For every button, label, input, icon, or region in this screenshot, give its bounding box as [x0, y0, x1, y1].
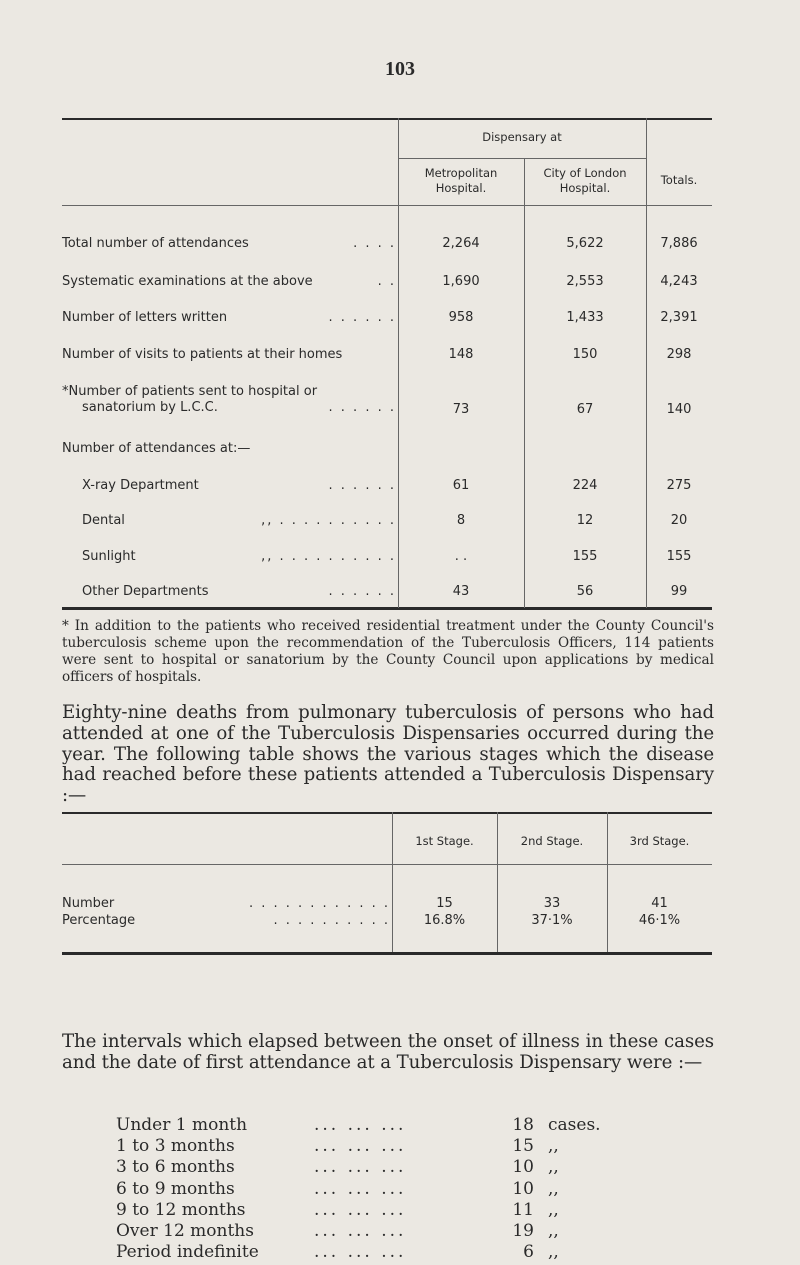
cell-metropolitan: . . [454, 549, 468, 564]
footnote: * In addition to the patients who received residential treatment under the County Council's tuberculosis scheme upon the recommendation of the Tuberculosis Officers, 114 patients were sent to hospital or sanatorium by the County Council upon applications by medical officers of hospitals. [62, 618, 714, 685]
row-label: Systematic examinations at the above . . [62, 274, 396, 289]
list-item [116, 1157, 656, 1178]
list-item [116, 1221, 656, 1242]
column-divider [497, 812, 498, 952]
cell-stage-1: 16.8% [423, 913, 466, 928]
column-header-stage-3: 3rd Stage. [629, 834, 690, 848]
interval-count: 6 [523, 1242, 534, 1263]
row-label: Total number of attendances . . . . [62, 236, 396, 251]
paragraph-deaths: Eighty-nine deaths from pulmonary tuberculosis of persons who had attended at one of the Tuberculosis Dispensaries occurred during the year. The following table shows the various stages which the disease had reached before these patients attended a Tuberculosis Dispensary :— [62, 702, 714, 807]
row-label: X-ray Department . . . . . . [82, 478, 396, 493]
cell-total: 20 [670, 513, 688, 528]
row-label: Number . . . . . . . . . . . . [62, 896, 390, 911]
cell-total: 7,886 [660, 236, 698, 251]
row-label: Percentage . . . . . . . . . . [62, 913, 390, 928]
interval-unit: cases. [548, 1115, 601, 1135]
cell-metropolitan: 2,264 [442, 236, 480, 251]
row-section-label: Number of attendances at:— [62, 441, 251, 456]
paragraph-intervals: The intervals which elapsed between the onset of illness in these cases and the date of first attendance at a Tuberculosis Dispensary were :— [62, 1031, 714, 1073]
interval-unit: ,, [548, 1220, 559, 1241]
cell-stage-2: 33 [543, 896, 561, 911]
table-bottom-rule [62, 607, 712, 610]
stage-table [62, 812, 712, 957]
interval-unit: ,, [548, 1199, 559, 1220]
leader-dots: ... ... ... [314, 1136, 407, 1157]
table-top-rule [62, 118, 712, 120]
row-label: Sunlight ,, . . . . . . . . . . [82, 549, 396, 564]
cell-stage-3: 46·1% [638, 913, 681, 928]
cell-city: 2,553 [566, 274, 604, 289]
leader-dots: ... ... ... [314, 1199, 407, 1220]
list-item [116, 1136, 656, 1157]
interval-unit: ,, [548, 1178, 559, 1199]
dispensary-attendance-table [62, 118, 712, 610]
header-bottom-rule [62, 205, 712, 206]
header-divider [398, 158, 646, 159]
row-label: Number of letters written . . . . . . [62, 310, 396, 325]
cell-metropolitan: 43 [452, 584, 470, 599]
cell-total: 298 [666, 347, 692, 362]
interval-unit: ,, [548, 1136, 559, 1157]
leader-dots: ... ... ... [314, 1220, 407, 1241]
row-label: Number of visits to patients at their homes [62, 347, 343, 362]
page-number: 103 [385, 58, 415, 80]
interval-label: 1 to 3 months [116, 1136, 235, 1157]
column-header-stage-2: 2nd Stage. [520, 834, 584, 848]
cell-metropolitan: 148 [448, 347, 474, 362]
interval-count: 18 [512, 1115, 534, 1135]
cell-total: 275 [666, 478, 692, 493]
cell-metropolitan: 61 [452, 478, 470, 493]
leader-dots: ... ... ... [314, 1157, 407, 1178]
interval-unit: ,, [548, 1157, 559, 1178]
list-item [116, 1200, 656, 1221]
cell-city: 155 [572, 549, 598, 564]
cell-total: 99 [670, 584, 688, 599]
cell-city: 150 [572, 347, 598, 362]
interval-label: 9 to 12 months [116, 1199, 246, 1220]
cell-city: 224 [572, 478, 598, 493]
cell-metropolitan: 8 [456, 513, 466, 528]
row-label: Dental ,, . . . . . . . . . . [82, 513, 396, 528]
cell-total: 4,243 [660, 274, 698, 289]
cell-metropolitan: 1,690 [442, 274, 480, 289]
group-header: Dispensary at [482, 130, 562, 144]
interval-count: 15 [512, 1136, 534, 1157]
header-bottom-rule [62, 864, 712, 865]
table-top-rule [62, 812, 712, 814]
interval-label: Under 1 month [116, 1115, 248, 1135]
list-item [116, 1242, 656, 1263]
cell-total: 140 [666, 402, 692, 417]
cell-metropolitan: 958 [448, 310, 474, 325]
interval-count: 11 [512, 1199, 534, 1220]
row-label: Other Departments . . . . . . [82, 584, 396, 599]
interval-unit: ,, [548, 1242, 559, 1263]
cell-city: 5,622 [566, 236, 604, 251]
leader-dots: ... ... ... [314, 1242, 407, 1263]
cell-stage-2: 37·1% [531, 913, 573, 928]
interval-label: Over 12 months [116, 1220, 254, 1241]
column-divider [392, 812, 393, 952]
row-label-continued: sanatorium by L.C.C. . . . . . . [82, 400, 396, 415]
cell-city: 67 [576, 402, 594, 417]
column-header-stage-1: 1st Stage. [415, 834, 474, 848]
interval-count: 10 [512, 1157, 534, 1178]
column-header-totals: Totals. [660, 173, 698, 187]
column-divider [646, 118, 647, 608]
column-header-metropolitan: Metropolitan Hospital. [424, 166, 498, 195]
cell-stage-1: 15 [436, 896, 453, 911]
cell-total: 155 [666, 549, 692, 564]
interval-count: 10 [512, 1178, 534, 1199]
interval-label: 3 to 6 months [116, 1157, 235, 1178]
cell-metropolitan: 73 [452, 402, 470, 417]
interval-label: Period indefinite [116, 1242, 259, 1263]
leader-dots: ... ... ... [314, 1115, 407, 1135]
table-bottom-rule [62, 952, 712, 955]
row-label: *Number of patients sent to hospital or [62, 384, 318, 399]
cell-city: 12 [576, 513, 594, 528]
cell-city: 1,433 [566, 310, 604, 325]
leader-dots: ... ... ... [314, 1178, 407, 1199]
column-divider [524, 158, 525, 608]
column-divider [607, 812, 608, 952]
cell-city: 56 [576, 584, 594, 599]
cell-stage-3: 41 [651, 896, 668, 911]
column-header-city: City of London Hospital. [543, 166, 627, 195]
list-item [116, 1179, 656, 1200]
list-item [116, 1115, 656, 1136]
interval-list [116, 1115, 656, 1263]
cell-total: 2,391 [660, 310, 698, 325]
interval-label: 6 to 9 months [116, 1178, 235, 1199]
interval-count: 19 [512, 1220, 534, 1241]
